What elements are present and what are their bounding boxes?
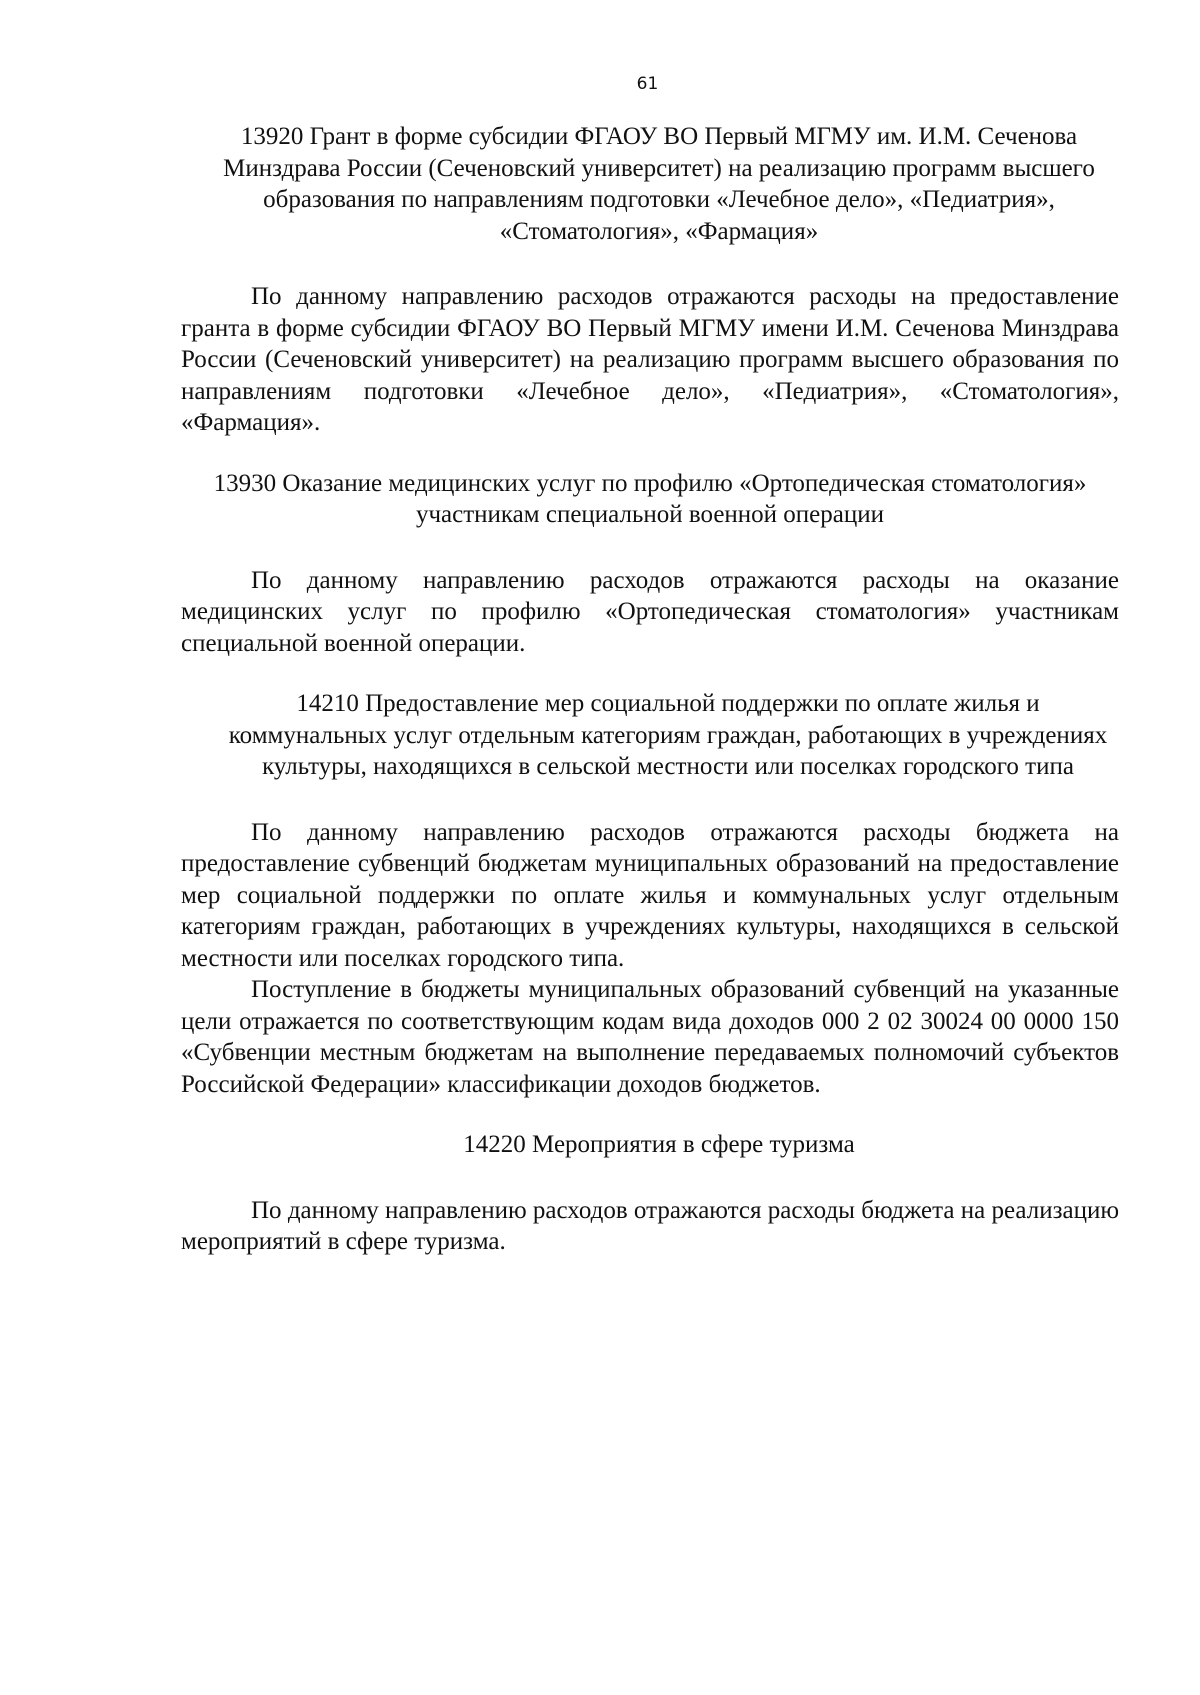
section-paragraph-13930: По данному направлению расходов отражаются расходы на оказание медицинских услуг по профилю «Ортопедическая стоматология» участникам специальной военной операции. <box>181 566 1119 657</box>
page-number: 61 <box>636 74 659 94</box>
section-heading-14220: 14220 Мероприятия в сфере туризма <box>463 1131 855 1158</box>
section-heading-13930: 13930 Оказание медицинских услуг по профилю «Ортопедическая стоматология» участникам специальной военной операции <box>213 469 1087 528</box>
section-paragraph-14210-1: По данному направлению расходов отражаются расходы бюджета на предоставление субвенций бюджетам муниципальных образований на предоставление мер социальной поддержки по оплате жилья и коммунальных услуг отдельным категориям граждан, работающих в учреждениях культуры, находящихся в сельской местности или поселках городского типа. <box>181 818 1119 972</box>
section-paragraph-13920: По данному направлению расходов отражаются расходы на предоставление гранта в форме субсидии ФГАОУ ВО Первый МГМУ имени И.М. Сеченова Минздрава России (Сеченовский университет) на реализацию программ высшего образования по направлениям подготовки «Лечебное дело», «Педиатрия», «Стоматология», «Фармация». <box>181 283 1119 436</box>
section-heading-14210: 14210 Предоставление мер социальной поддержки по оплате жилья и коммунальных услуг отдельным категориям граждан, работающих в учреждениях культуры, находящихся в сельской местности или поселках городского типа <box>228 690 1108 780</box>
section-paragraph-14220: По данному направлению расходов отражаются расходы бюджета на реализацию мероприятий в сфере туризма. <box>181 1196 1119 1255</box>
document-body <box>181 121 1119 1258</box>
section-paragraph-14210-2: Поступление в бюджеты муниципальных образований субвенций на указанные цели отражается по соответствующим кодам вида доходов 000 2 02 30024 00 0000 150 «Субвенции местным бюджетам на выполнение передаваемых полномочий субъектов Российской Федерации» классификации доходов бюджетов. <box>181 976 1119 1098</box>
section-heading-13920: 13920 Грант в форме субсидии ФГАОУ ВО Первый МГМУ им. И.М. Сеченова Минздрава России (Сеченовский университет) на реализацию программ высшего образования по направлениям подготовки «Лечебное дело», «Педиатрия», «Стоматология», «Фармация» <box>223 123 1095 245</box>
